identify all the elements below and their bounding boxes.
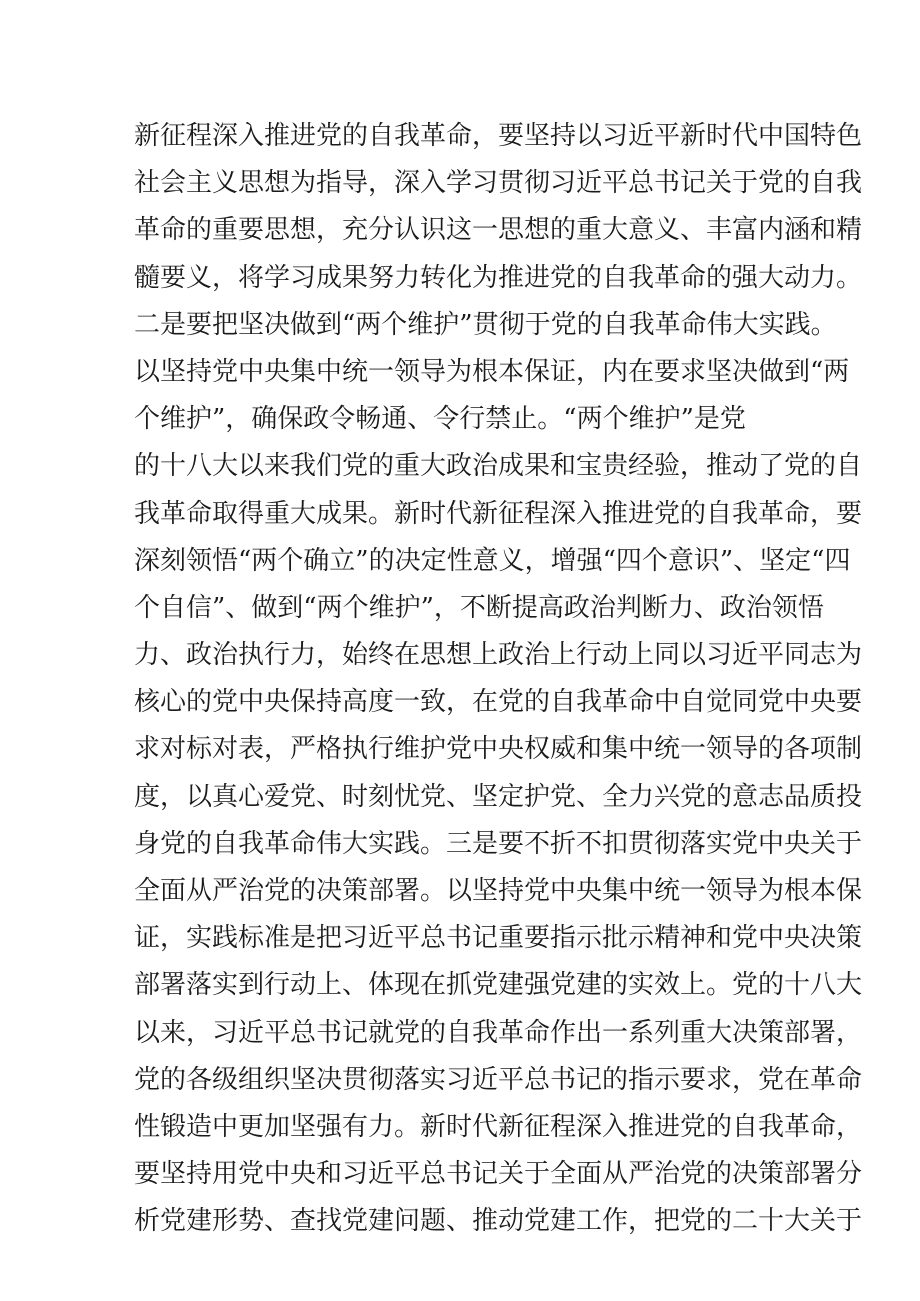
text-line: 新征程深入推进党的自我革命，要坚持以习近平新时代中国特色 [134,121,863,151]
text-line: 求对标对表，严格执行维护党中央权威和集中统一领导的各项制 [134,734,863,765]
text-line: 以坚持党中央集中统一领导为根本保证，内在要求坚决做到“两 [134,356,850,387]
text-line: 革命的重要思想，充分认识这一思想的重大意义、丰富内涵和精 [134,215,863,246]
text-line: 的十八大以来我们党的重大政治成果和宝贵经验，推动了党的自 [134,451,863,482]
text-line: 二是要把坚决做到“两个维护”贯彻于党的自我革命伟大实践。 [134,309,837,340]
text-line: 我革命取得重大成果。新时代新征程深入推进党的自我革命，要 [134,498,863,529]
text-line: 性锻造中更加坚强有力。新时代新征程深入推进党的自我革命， [134,1111,863,1142]
text-line: 身党的自我革命伟大实践。三是要不折不扣贯彻落实党中央关于 [134,828,863,859]
text-line: 部署落实到行动上、体现在抓党建强党建的实效上。党的十八大 [134,970,863,1001]
text-line: 个自信”、做到“两个维护”，不断提高政治判断力、政治领悟 [134,592,824,623]
text-line: 力、政治执行力，始终在思想上政治上行动上同以习近平同志为 [134,640,863,671]
text-line: 以来，习近平总书记就党的自我革命作出一系列重大决策部署， [134,1017,863,1048]
text-line: 要坚持用党中央和习近平总书记关于全面从严治党的决策部署分 [134,1159,863,1190]
text-line: 全面从严治党的决策部署。以坚持党中央集中统一领导为根本保 [134,876,863,906]
body-text [134,113,863,1246]
text-line: 社会主义思想为指导，深入学习贯彻习近平总书记关于党的自我 [134,168,863,199]
text-line: 核心的党中央保持高度一致，在党的自我革命中自觉同党中央要 [134,687,863,718]
text-line: 个维护”，确保政令畅通、令行禁止。“两个维护”是党 [134,404,746,435]
text-line: 深刻领悟“两个确立”的决定性意义，增强“四个意识”、坚定“四 [134,545,851,576]
text-line: 析党建形势、查找党建问题、推动党建工作，把党的二十大关于 [134,1206,863,1237]
text-line: 髓要义，将学习成果努力转化为推进党的自我革命的强大动力。 [134,262,863,293]
text-line: 度，以真心爱党、时刻忧党、坚定护党、全力兴党的意志品质投 [134,781,863,812]
text-line: 党的各级组织坚决贯彻落实习近平总书记的指示要求，党在革命 [134,1064,863,1095]
text-line: 证，实践标准是把习近平总书记重要指示批示精神和党中央决策 [134,923,863,954]
